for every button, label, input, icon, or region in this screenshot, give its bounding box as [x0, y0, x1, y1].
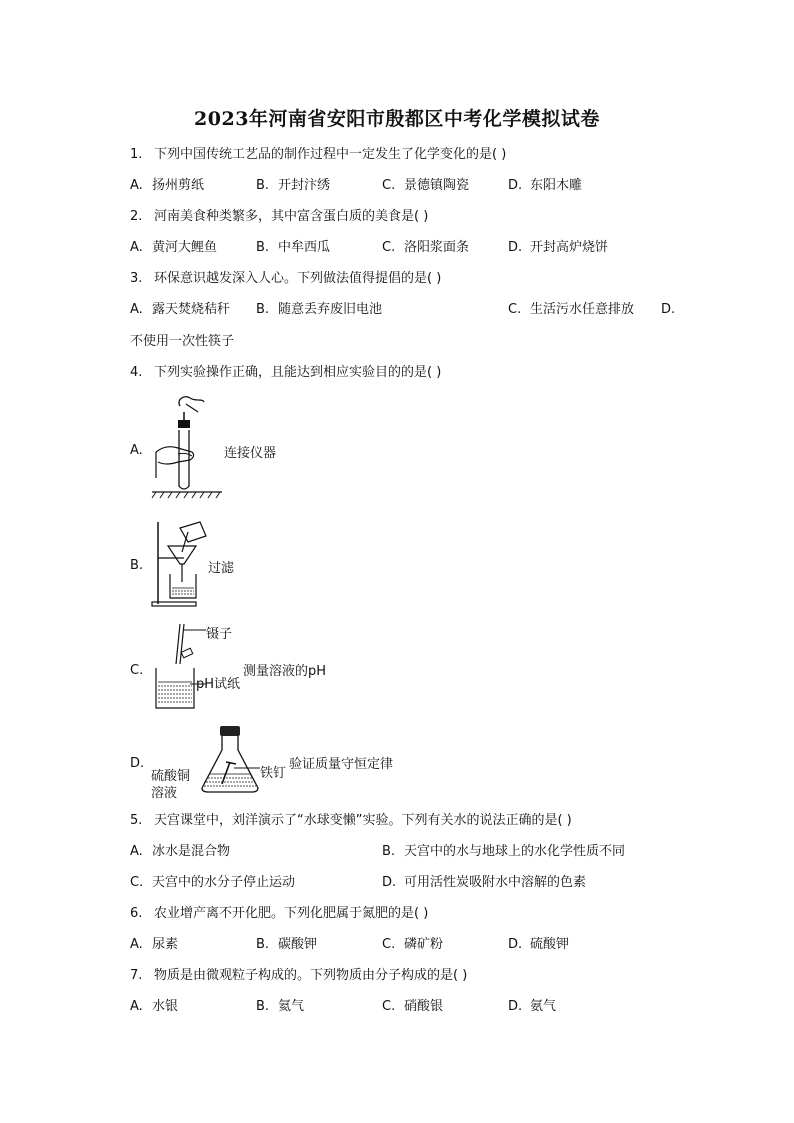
- q5-option-b: B. 天宫中的水与地球上的水化学性质不同: [382, 844, 626, 859]
- ph-paper-label: pH试纸: [196, 677, 241, 692]
- q4-option-d-label: D.: [130, 756, 145, 771]
- q1-option-d: D. 东阳木雕: [508, 178, 583, 193]
- q3-option-d: D.: [661, 302, 676, 317]
- q3-option-a: A. 露天焚烧秸秆: [130, 302, 231, 317]
- q4-option-b-text: 过滤: [208, 561, 235, 576]
- q6-option-a: A. 尿素: [130, 937, 179, 952]
- q7-option-a: A. 水银: [130, 999, 179, 1014]
- question-3: 3. 环保意识越发深入人心。下列做法值得提倡的是( ): [130, 271, 442, 286]
- question-6: 6. 农业增产离不开化肥。下列化肥属于氮肥的是( ): [130, 906, 429, 921]
- ph-measure-diagram: [150, 620, 208, 714]
- q7-option-d: D. 氨气: [508, 999, 557, 1014]
- mass-conservation-diagram: [196, 722, 262, 796]
- q4-option-d-text: 验证质量守恒定律: [289, 757, 394, 772]
- tweezers-label: 镊子: [206, 627, 233, 642]
- filtration-diagram: [150, 518, 210, 610]
- q4-option-a-label: A.: [130, 443, 143, 458]
- q1-option-b: B. 开封汴绣: [256, 178, 331, 193]
- question-text: 下列中国传统工艺品的制作过程中一定发生了化学变化的是( ): [154, 147, 507, 162]
- nail-label: 铁钉: [260, 766, 287, 781]
- q1-option-c: C. 景德镇陶瓷: [382, 178, 470, 193]
- q4-option-c-label: C.: [130, 663, 144, 678]
- q5-option-d: D. 可用活性炭吸附水中溶解的色素: [382, 875, 587, 890]
- q4-option-b-label: B.: [130, 558, 144, 573]
- question-4: 4. 下列实验操作正确，且能达到相应实验目的的是( ): [130, 365, 442, 380]
- q6-option-b: B. 碳酸钾: [256, 937, 318, 952]
- q2-option-b: B. 中牟西瓜: [256, 240, 331, 255]
- connect-instrument-diagram: [150, 392, 230, 500]
- page-title: 2023年河南省安阳市殷都区中考化学模拟试卷: [194, 108, 600, 130]
- q1-option-a: A. 扬州剪纸: [130, 178, 205, 193]
- cuso4-label-1: 硫酸铜: [151, 769, 191, 784]
- q7-option-c: C. 硝酸银: [382, 999, 444, 1014]
- q5-option-a: A. 冰水是混合物: [130, 844, 231, 859]
- q6-option-c: C. 磷矿粉: [382, 937, 444, 952]
- q4-option-a-text: 连接仪器: [224, 446, 277, 461]
- question-number: 1.: [130, 147, 143, 162]
- q2-option-c: C. 洛阳浆面条: [382, 240, 470, 255]
- q2-option-a: A. 黄河大鲤鱼: [130, 240, 218, 255]
- q6-option-d: D. 硫酸钾: [508, 937, 570, 952]
- q3-option-b: B. 随意丢弃废旧电池: [256, 302, 383, 317]
- q5-option-c: C. 天宫中的水分子停止运动: [130, 875, 296, 890]
- question-5: 5. 天宫课堂中，刘洋演示了“水球变懒”实验。下列有关水的说法正确的是( ): [130, 813, 572, 828]
- q7-option-b: B. 氦气: [256, 999, 305, 1014]
- cuso4-label-2: 溶液: [151, 786, 178, 801]
- question-2: 2. 河南美食种类繁多，其中富含蛋白质的美食是( ): [130, 209, 429, 224]
- q3-option-c: C. 生活污水任意排放: [508, 302, 635, 317]
- question-7: 7. 物质是由微观粒子构成的。下列物质由分子构成的是( ): [130, 968, 468, 983]
- q3-option-d-text: 不使用一次性筷子: [130, 334, 235, 349]
- q2-option-d: D. 开封高炉烧饼: [508, 240, 609, 255]
- q4-option-c-text: 测量溶液的pH: [243, 664, 327, 679]
- question-1: [130, 146, 506, 164]
